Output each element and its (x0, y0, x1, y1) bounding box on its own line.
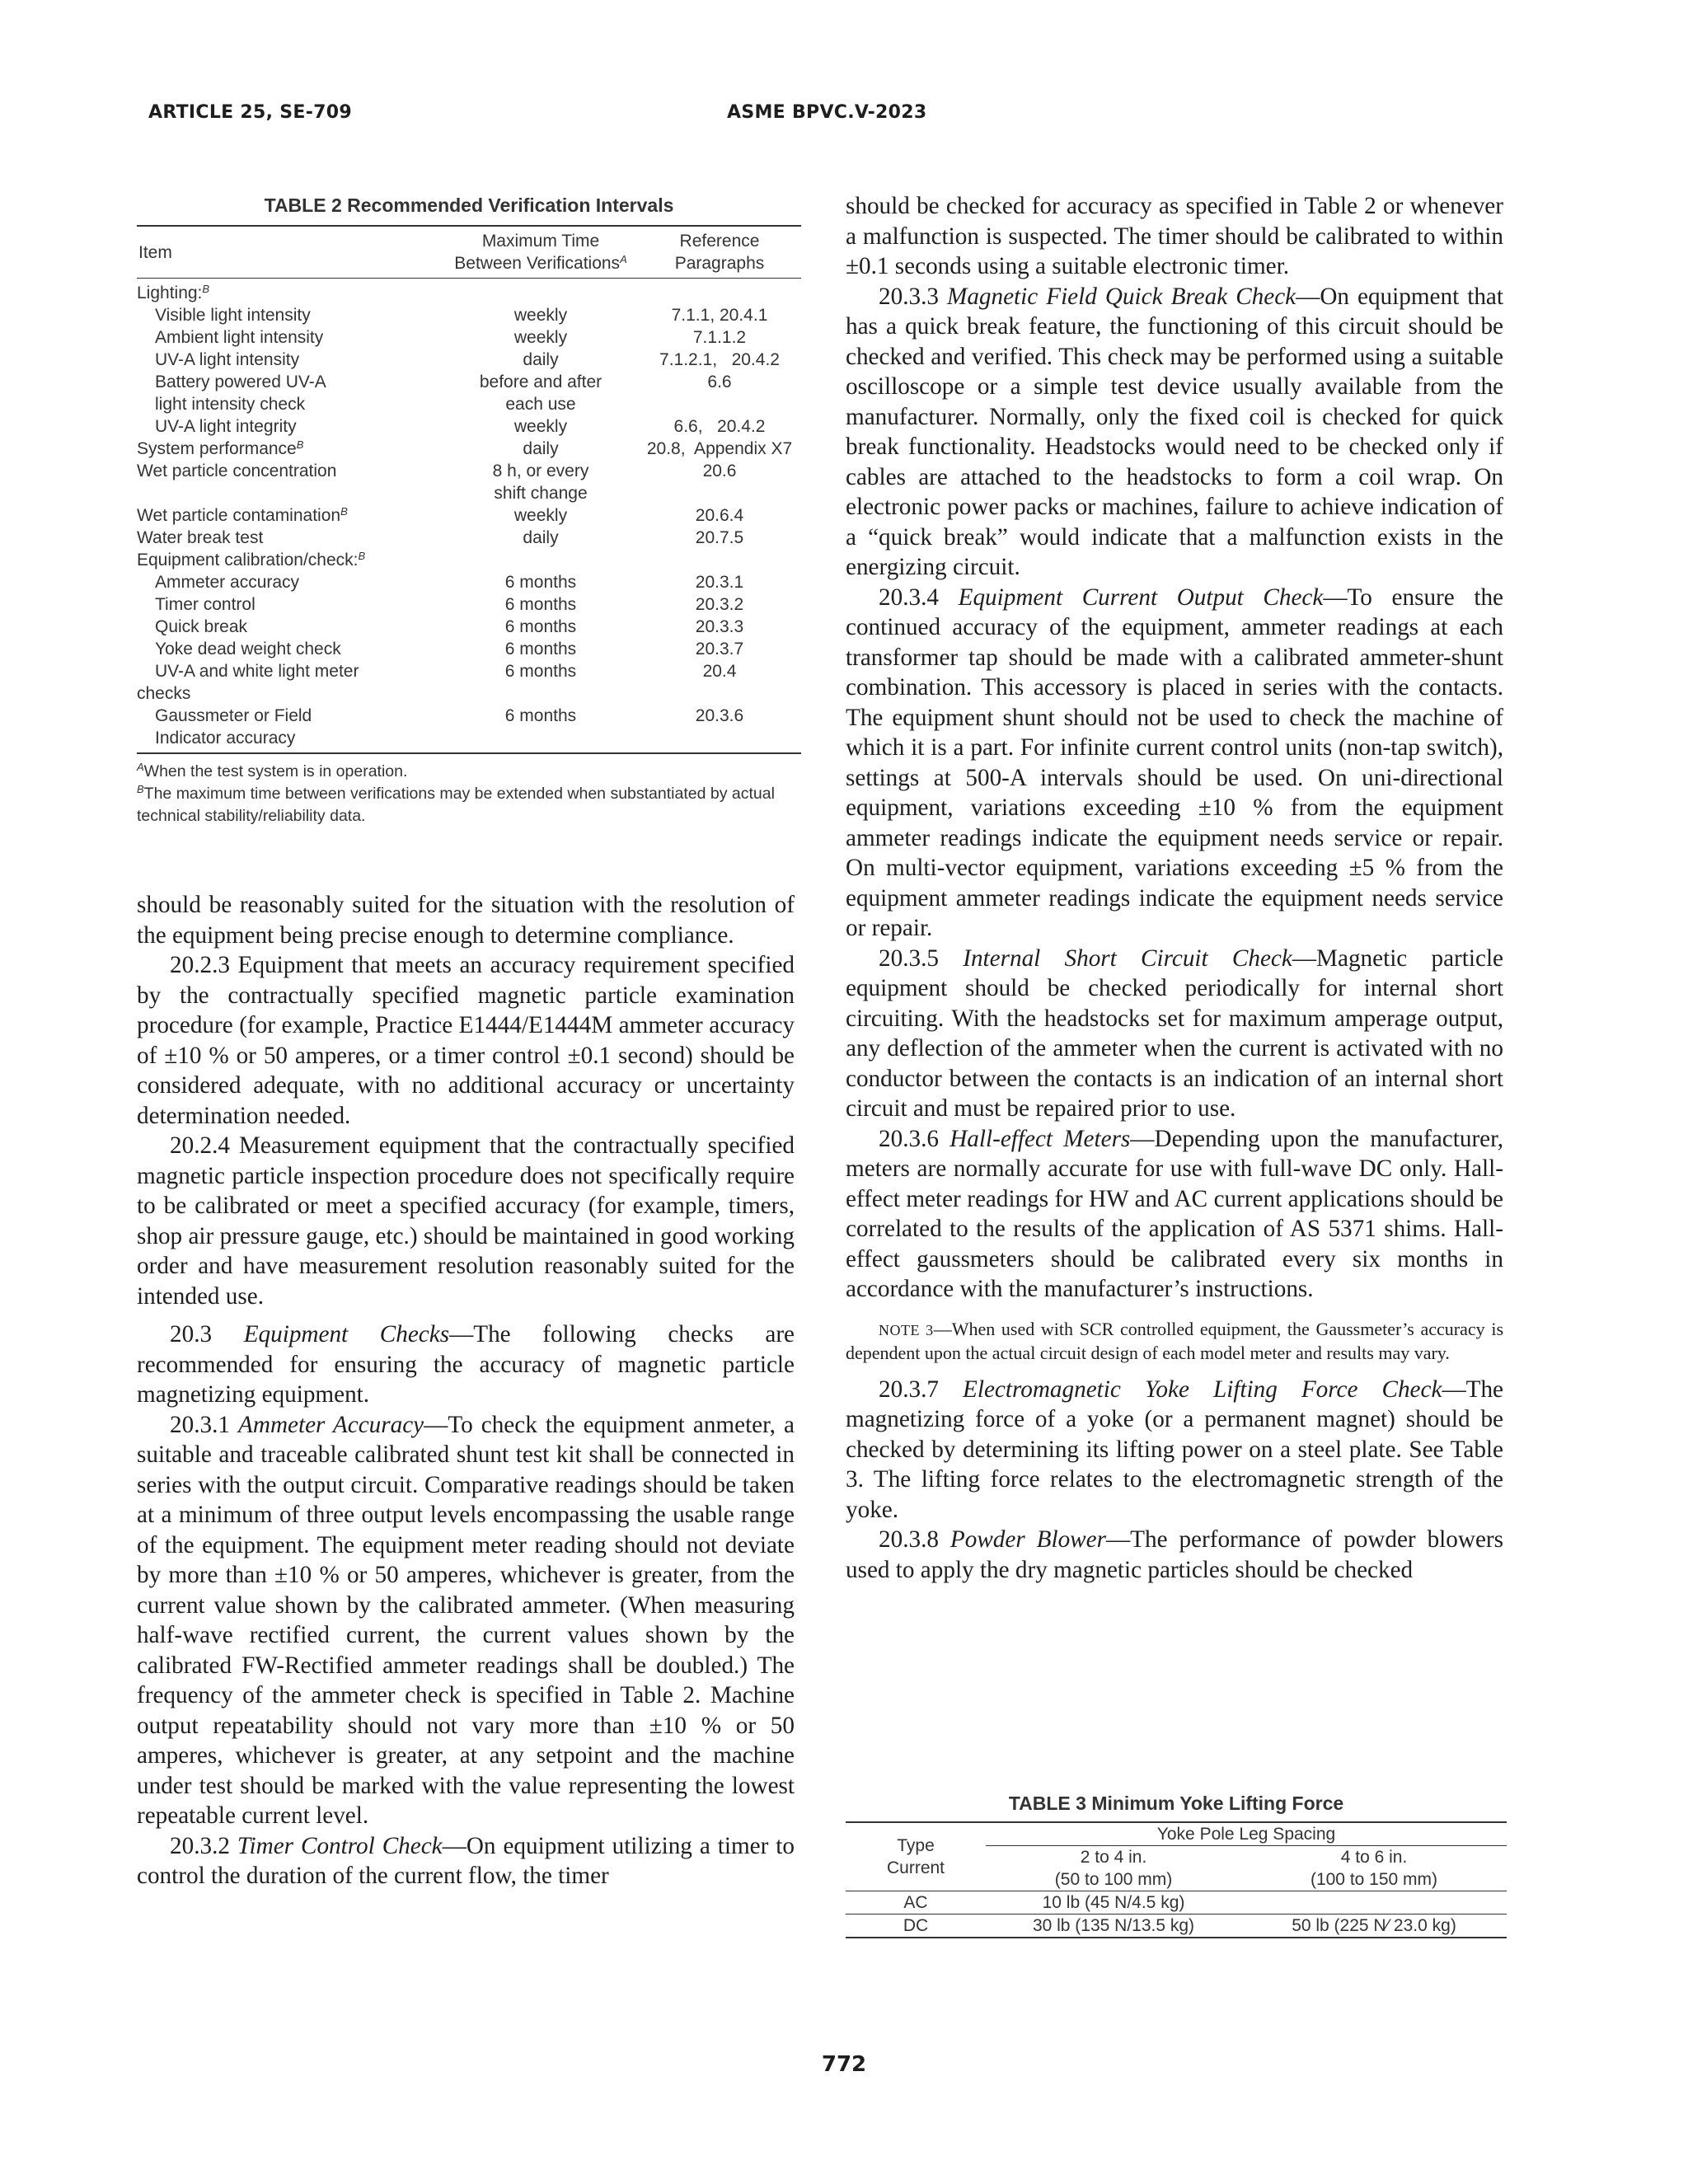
table-2-row (137, 682, 801, 705)
table-2-col-item: Item (138, 242, 172, 262)
table-2-row (137, 593, 801, 616)
table-2-row (137, 616, 801, 638)
table-2-row (137, 482, 801, 504)
table-2-cell-time: 8 h, or every (492, 462, 589, 480)
table-2-cell-reference (638, 549, 801, 571)
table-2-cell-item: Wet particle contamination$^B$ (137, 505, 348, 525)
table-3-title: TABLE 3 Minimum Yoke Lifting Force (1008, 1793, 1344, 1814)
table-2-cell-reference: 6.6, 20.4.2 (673, 417, 766, 436)
table-2-cell-time: 6 months (504, 573, 577, 592)
table-2-cell-item: Quick break (155, 617, 248, 636)
table-3-row (846, 1915, 1507, 1938)
table-2-row (137, 727, 801, 753)
table-3-header-row-1 (846, 1822, 1507, 1846)
para-timer-continued: should be checked for accuracy as specified in Table 2 or whenever a malfunction is suspected. The timer should be calibrated to within ±0.1 seconds using a suitable electronic timer. (846, 193, 1503, 279)
table-2-row (137, 460, 801, 482)
table-2-cell-item: UV-A and white light meter (155, 662, 359, 681)
para-20-3-1: 20.3.1 Ammeter Accuracy—To check the equipment anmeter, a suitable and traceable calibrated shunt test kit shall be connected in series with the output circuit. Comparative readings should be taken at a minimum of three output levels encompassing the usable range of the equipment. The equipment meter reading should not deviate by more than ±10 % or 50 amperes, whichever is greater, from the current value shown by the calibrated ammeter. (When measuring half-wave rectified current, the current values shown by the calibrated FW-Rectified ammeter readings shall be doubled.) The frequency of the ammeter check is specified in Table 2. Machine output repeatability should not vary more than ±10 % or 50 amperes, whichever is greater, at any setpoint and the machine under test should be marked with the value representing the lowest repeatable current level. (137, 1411, 795, 1829)
table-2-row (137, 415, 801, 438)
table-2-cell-item: System performance$^B$ (137, 438, 304, 458)
para-20-3-3: 20.3.3 Magnetic Field Quick Break Check—On equipment that has a quick break feature, the functioning of this circuit should be checked and verified. This check may be performed using a suitable oscilloscope or a simple test device usually available from the manufacturer. Normally, only the fixed coil is checked for quick break functionality. Headstocks would need to be checked only if cables are attached to the headstocks to form a coil wrap. On electronic power packs or machines, failure to achieve indication of a “quick break” would indicate that a malfunction exists in the energizing circuit. (846, 283, 1503, 580)
para-20-3-6: 20.3.6 Hall-effect Meters—Depending upon the manufacturer, meters are normally accurate for use with full-wave DC only. Hall-effect meter readings for HW and AC current applications should be correlated to the results of the application of AS 5371 shims. Hall-effect gaussmeters should be calibrated every six months in accordance with the manufacturer’s instructions. (846, 1125, 1503, 1302)
left-column (137, 890, 795, 1891)
table-2-cell-reference: 7.1.1.2 (692, 328, 747, 347)
table-2-cell-reference: 20.3.3 (695, 617, 744, 636)
table-2-row (137, 527, 801, 549)
table-2-cell-time: 6 months (504, 706, 577, 725)
table-2-col-reference: Reference Paragraphs (674, 232, 765, 273)
table-2-cell-reference: 20.7.5 (695, 528, 744, 547)
table-2-footnote-a: $^A$When the test system is in operation. (137, 761, 408, 780)
table-2-row (137, 660, 801, 682)
table-2-cell-reference: 7.1.2.1, 20.4.2 (659, 350, 780, 369)
table-2-cell-reference (638, 482, 801, 504)
table-2-cell-item: Lighting:$^B$ (137, 283, 210, 302)
table-2-cell-item: Gaussmeter or Field (155, 706, 312, 725)
table-2-cell-item: Timer control (155, 595, 256, 614)
table-2-row (137, 638, 801, 660)
table-3-col-4-6: 4 to 6 in. (100 to 150 mm) (1310, 1848, 1438, 1889)
table-2-cell-reference: 6.6 (707, 373, 732, 391)
running-header-left: ARTICLE 25, SE-709 (148, 102, 352, 123)
table-2-cell-reference: 20.8, Appendix X7 (646, 439, 793, 458)
table-3-cell-v1: 10 lb (45 N/4.5 kg) (1042, 1893, 1185, 1912)
table-2-cell-item (137, 482, 443, 504)
table-2-cell-reference (638, 393, 801, 415)
table-2-cell-time: each use (505, 395, 576, 414)
table-2 (137, 194, 801, 827)
table-2-header-row (137, 226, 801, 279)
para-20-3: 20.3 Equipment Checks—The following checks are recommended for ensuring the accuracy of magnetic particle magnetizing equipment. (137, 1321, 795, 1408)
table-2-row (137, 393, 801, 415)
table-3-cell-v2: 50 lb (225 N⁄ 23.0 kg) (1241, 1915, 1507, 1938)
table-2-body (137, 279, 801, 754)
table-2-cell-item: Battery powered UV-A (155, 373, 326, 391)
note-3: NOTE 3—When used with SCR controlled equipment, the Gaussmeter’s accuracy is dependent upon the actual circuit design of each model meter and results may vary. (846, 1318, 1504, 1363)
table-2-cell-time: daily (523, 350, 559, 369)
table-2-cell-time: 6 months (504, 617, 577, 636)
table-2-cell-item: Water break test (137, 528, 264, 547)
table-2-cell-reference: 20.6 (702, 462, 737, 480)
table-2-row (137, 371, 801, 393)
table-2-cell-reference: 7.1.1, 20.4.1 (671, 306, 768, 325)
table-3-group-header: Yoke Pole Leg Spacing (986, 1822, 1507, 1846)
table-2-title: TABLE 2 Recommended Verification Intervals (264, 194, 674, 216)
para-20-3-5: 20.3.5 Internal Short Circuit Check—Magnetic particle equipment should be checked periodically for internal short circuiting. With the headstocks set for maximum amperage output, any deflection of the ammeter when the current is activated with no conductor between the contacts is an indication of an internal short circuit and must be repaired prior to use. (846, 944, 1504, 1122)
table-2-cell-reference (638, 727, 801, 753)
table-2-cell-time: shift change (494, 484, 588, 503)
table-2-cell-time: 6 months (504, 595, 577, 614)
table-2-cell-time (443, 682, 638, 705)
table-2-col-time: Maximum Time Between Verifications$^A$ (454, 232, 627, 273)
running-header-right: ASME BPVC.V-2023 (727, 102, 927, 123)
table-2-cell-time: weekly (513, 306, 568, 325)
table-2-row (137, 279, 801, 305)
table-2-cell-item: Indicator accuracy (155, 729, 296, 748)
table-2-cell-time: daily (523, 439, 559, 458)
table-2-cell-item: Yoke dead weight check (155, 640, 341, 658)
table-2-cell-time: weekly (513, 328, 568, 347)
table-2-cell-reference: 20.3.2 (695, 595, 744, 614)
table-2-cell-item: Visible light intensity (155, 306, 311, 325)
table-2-cell-item: Ammeter accuracy (155, 573, 300, 592)
table-2-cell-item: Equipment calibration/check:$^B$ (137, 550, 366, 569)
para-continued: should be reasonably suited for the situation with the resolution of the equipment being precise enough to determine compliance. (137, 892, 795, 949)
table-2-row (137, 349, 801, 371)
table-2-cell-reference: 20.3.6 (695, 706, 744, 725)
table-2-cell-time (443, 727, 638, 753)
table-3-row (846, 1891, 1507, 1915)
table-2-footnotes (137, 761, 801, 827)
table-2-cell-item: UV-A light intensity (155, 350, 300, 369)
para-20-3-2: 20.3.2 Timer Control Check—On equipment utilizing a timer to control the duration of the current flow, the timer (137, 1832, 795, 1889)
table-2-cell-reference: 20.6.4 (695, 506, 744, 525)
table-2-row (137, 549, 801, 571)
table-2-footnote-b: $^B$The maximum time between verifications may be extended when substantiated by actual technical stability/reliability data. (137, 783, 775, 825)
table-2-cell-item: light intensity check (155, 395, 306, 414)
table-2-cell-time: weekly (513, 417, 568, 436)
table-2-cell-time: 6 months (504, 662, 577, 681)
table-2-cell-time: 6 months (504, 640, 577, 658)
para-20-3-8: 20.3.8 Powder Blower—The performance of powder blowers used to apply the dry magnetic particles should be checked (846, 1526, 1503, 1583)
table-3-cell-v2 (1241, 1891, 1507, 1915)
table-3-grid (846, 1821, 1507, 1938)
table-2-cell-reference: 20.4 (702, 662, 737, 681)
table-3-cell-type: DC (846, 1915, 986, 1938)
table-2-row (137, 438, 801, 460)
table-2-cell-time: weekly (513, 506, 568, 525)
table-2-cell-time: before and after (479, 373, 603, 391)
table-3-cell-type: AC (903, 1893, 928, 1912)
table-3-cell-v1: 30 lb (135 N/13.5 kg) (986, 1915, 1241, 1938)
table-2-row (137, 504, 801, 527)
table-2-cell-item: checks (137, 684, 191, 703)
table-2-cell-reference (638, 279, 801, 305)
table-2-row (137, 571, 801, 593)
table-2-cell-item: UV-A light integrity (155, 417, 297, 436)
table-2-grid (137, 225, 801, 754)
table-3 (846, 1793, 1507, 1938)
page-number: 772 (821, 2052, 867, 2077)
table-2-row (137, 326, 801, 349)
table-3-col-type: Type Current (886, 1836, 945, 1877)
table-2-cell-time (443, 279, 638, 305)
table-2-cell-reference: 20.3.7 (695, 640, 744, 658)
para-20-2-3: 20.2.3 Equipment that meets an accuracy requirement specified by the contractually specified magnetic particle examination procedure (for example, Practice E1444/E1444M ammeter accuracy of ±10 % or 50 amperes, or a timer control ±0.1 second) should be considered adequate, with no additional accuracy or uncertainty determination needed. (137, 952, 795, 1129)
table-2-row (137, 705, 801, 727)
table-2-cell-reference: 20.3.1 (695, 573, 744, 592)
para-20-3-4: 20.3.4 Equipment Current Output Check—To ensure the continued accuracy of the equipment, ammeter readings at each transformer tap should be made with a calibrated ammeter-shunt combination. This accessory is placed in series with the contacts. The equipment shunt should not be used to check the machine of which it is a part. For infinite current control units (non-tap switch), settings at 500-A intervals should be used. On uni-directional equipment, variations exceeding ±10 % from the equipment ammeter readings indicate the equipment needs service or repair. On multi-vector equipment, variations exceeding ±5 % from the equipment ammeter readings indicate the equipment needs service or repair. (846, 583, 1504, 941)
right-column (846, 191, 1503, 1585)
table-2-cell-time (443, 549, 638, 571)
table-2-cell-time: daily (523, 528, 559, 547)
table-2-cell-reference (638, 682, 801, 705)
para-20-3-7: 20.3.7 Electromagnetic Yoke Lifting Force Check—The magnetizing force of a yoke (or a permanent magnet) should be checked by determining its lifting power on a steel plate. See Table 3. The lifting force relates to the electromagnetic strength of the yoke. (846, 1376, 1504, 1523)
table-2-cell-item: Ambient light intensity (155, 328, 324, 347)
para-20-2-4: 20.2.4 Measurement equipment that the contractually specified magnetic particle inspection procedure does not specifically require to be calibrated or meet a specified accuracy (for example, timers, shop air pressure gauge, etc.) should be maintained in good working order and have measurement resolution reasonably suited for the intended use. (137, 1132, 795, 1310)
table-2-cell-item: Wet particle concentration (137, 462, 337, 480)
table-3-col-2-4: 2 to 4 in. (50 to 100 mm) (1054, 1848, 1173, 1889)
table-2-row (137, 304, 801, 326)
